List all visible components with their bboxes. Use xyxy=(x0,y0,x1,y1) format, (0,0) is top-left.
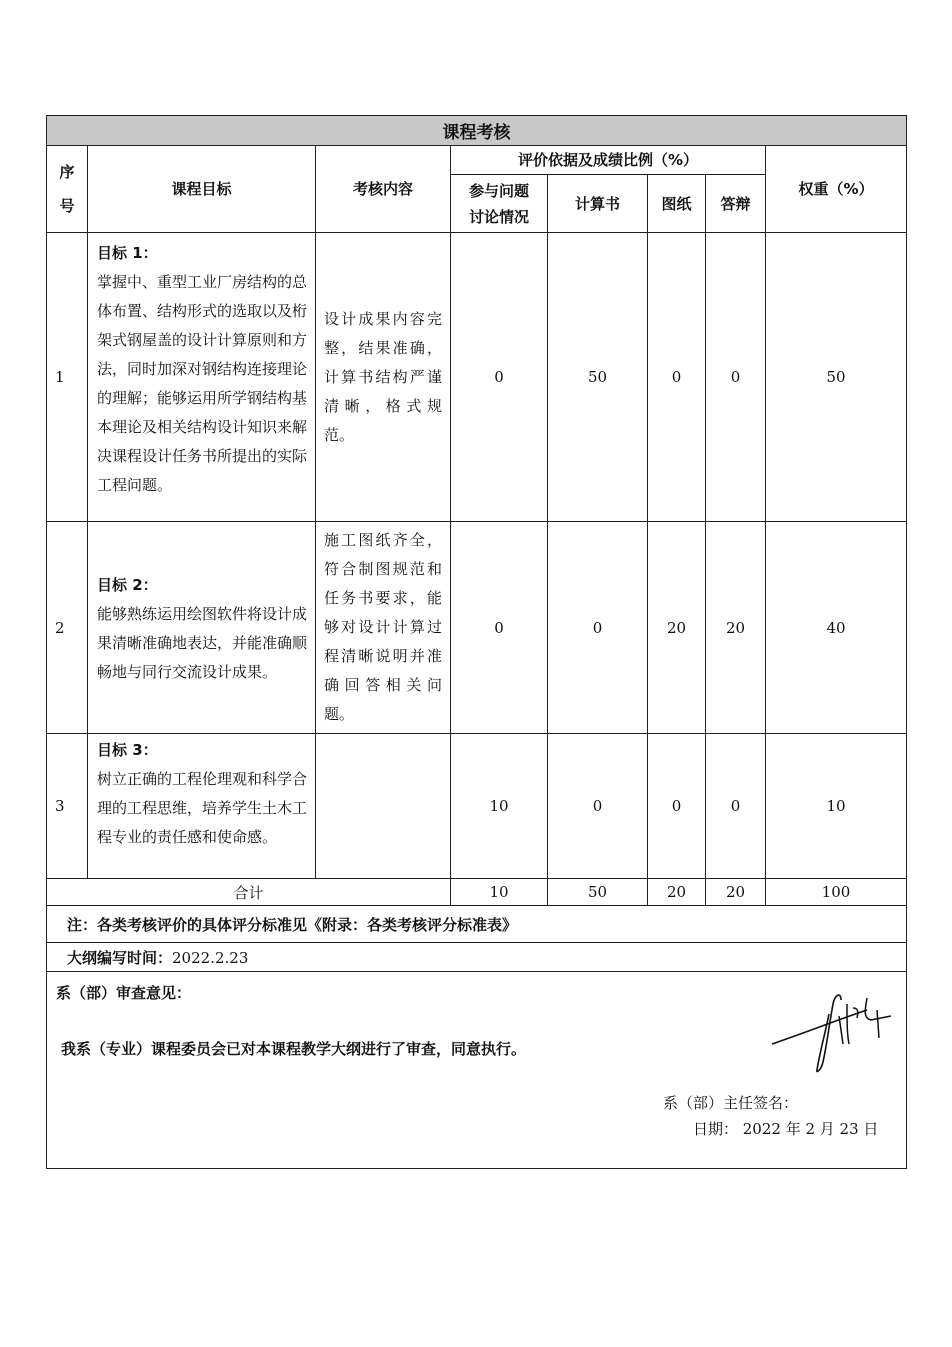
header-calc-book: 计算书 xyxy=(548,175,648,233)
table-row xyxy=(47,233,907,522)
row-goal xyxy=(88,734,316,879)
row-drawings-value: 20 xyxy=(648,522,706,734)
row-calc-value: 50 xyxy=(548,233,648,522)
header-content: 考核内容 xyxy=(316,146,451,233)
row-content: 施工图纸齐全，符合制图规范和任务书要求，能够对设计计算过程清晰说明并准确回答相关问题。 xyxy=(316,522,451,734)
goal-title: 目标 3： xyxy=(97,741,158,759)
assessment-document xyxy=(46,115,906,1169)
row-calc-value: 0 xyxy=(548,522,648,734)
row-weight-value: 50 xyxy=(766,233,907,522)
row-defense-value: 0 xyxy=(706,233,766,522)
goal-text: 能够熟练运用绘图软件将设计成果清晰准确地表达，并能准确顺畅地与同行交流设计成果。 xyxy=(97,604,308,681)
row-goal xyxy=(88,522,316,734)
row-defense-value: 20 xyxy=(706,522,766,734)
row-seq: 1 xyxy=(47,233,88,522)
table-row xyxy=(47,734,907,879)
header-defense: 答辩 xyxy=(706,175,766,233)
header-discussion: 参与问题讨论情况 xyxy=(451,175,548,233)
total-row xyxy=(47,879,907,906)
assessment-table xyxy=(46,115,907,1169)
total-calc: 50 xyxy=(548,879,648,906)
header-drawings: 图纸 xyxy=(648,175,706,233)
header-goal: 课程目标 xyxy=(88,146,316,233)
total-label: 合计 xyxy=(47,879,451,906)
review-text: 我系（专业）课程委员会已对本课程教学大纲进行了审查，同意执行。 xyxy=(61,1040,527,1058)
row-weight-value: 40 xyxy=(766,522,907,734)
header-seq xyxy=(47,146,88,233)
outline-date xyxy=(47,943,907,972)
total-defense: 20 xyxy=(706,879,766,906)
row-weight-value: 10 xyxy=(766,734,907,879)
row-seq: 2 xyxy=(47,522,88,734)
table-title: 课程考核 xyxy=(47,116,907,146)
row-goal xyxy=(88,233,316,522)
header-weight: 权重（%） xyxy=(766,146,907,233)
row-seq: 3 xyxy=(47,734,88,879)
total-drawings: 20 xyxy=(648,879,706,906)
outline-date-label: 大纲编写时间： xyxy=(67,948,173,967)
outline-date-value: 2022.2.23 xyxy=(172,948,249,967)
review-section xyxy=(47,972,907,1169)
review-date: 日期： 2022 年 2 月 23 日 xyxy=(693,1120,879,1138)
goal-text: 掌握中、重型工业厂房结构的总体布置、结构形式的选取以及桁架式钢屋盖的设计计算原则和方法，同时加深对钢结构连接理论的理解；能够运用所学钢结构基本理论及相关结构设计知识来解决课程设计任务书所提出的实际工程问题。 xyxy=(97,273,308,494)
row-content: 设计成果内容完整，结果准确，计算书结构严谨清晰，格式规范。 xyxy=(316,233,451,522)
row-drawings-value: 0 xyxy=(648,734,706,879)
row-content xyxy=(316,734,451,879)
row-defense-value: 0 xyxy=(706,734,766,879)
goal-text: 树立正确的工程伦理观和科学合理的工程思维，培养学生土木工程专业的责任感和使命感。 xyxy=(97,770,308,846)
header-seq-label: 序号 xyxy=(59,163,75,215)
header-basis: 评价依据及成绩比例（%） xyxy=(451,146,766,175)
row-drawings-value: 0 xyxy=(648,233,706,522)
table-row xyxy=(47,522,907,734)
note-text: 注：各类考核评价的具体评分标准见《附录：各类考核评分标准表》 xyxy=(47,906,907,943)
director-signature-label: 系（部）主任签名： xyxy=(663,1094,799,1112)
review-label: 系（部）审查意见： xyxy=(56,984,192,1002)
total-discussion: 10 xyxy=(451,879,548,906)
row-discussion-value: 0 xyxy=(451,522,548,734)
row-discussion-value: 0 xyxy=(451,233,548,522)
total-weight: 100 xyxy=(766,879,907,906)
row-discussion-value: 10 xyxy=(451,734,548,879)
row-calc-value: 0 xyxy=(548,734,648,879)
goal-title: 目标 1： xyxy=(97,244,158,262)
goal-title: 目标 2： xyxy=(97,575,158,594)
handwritten-signature xyxy=(767,974,897,1074)
